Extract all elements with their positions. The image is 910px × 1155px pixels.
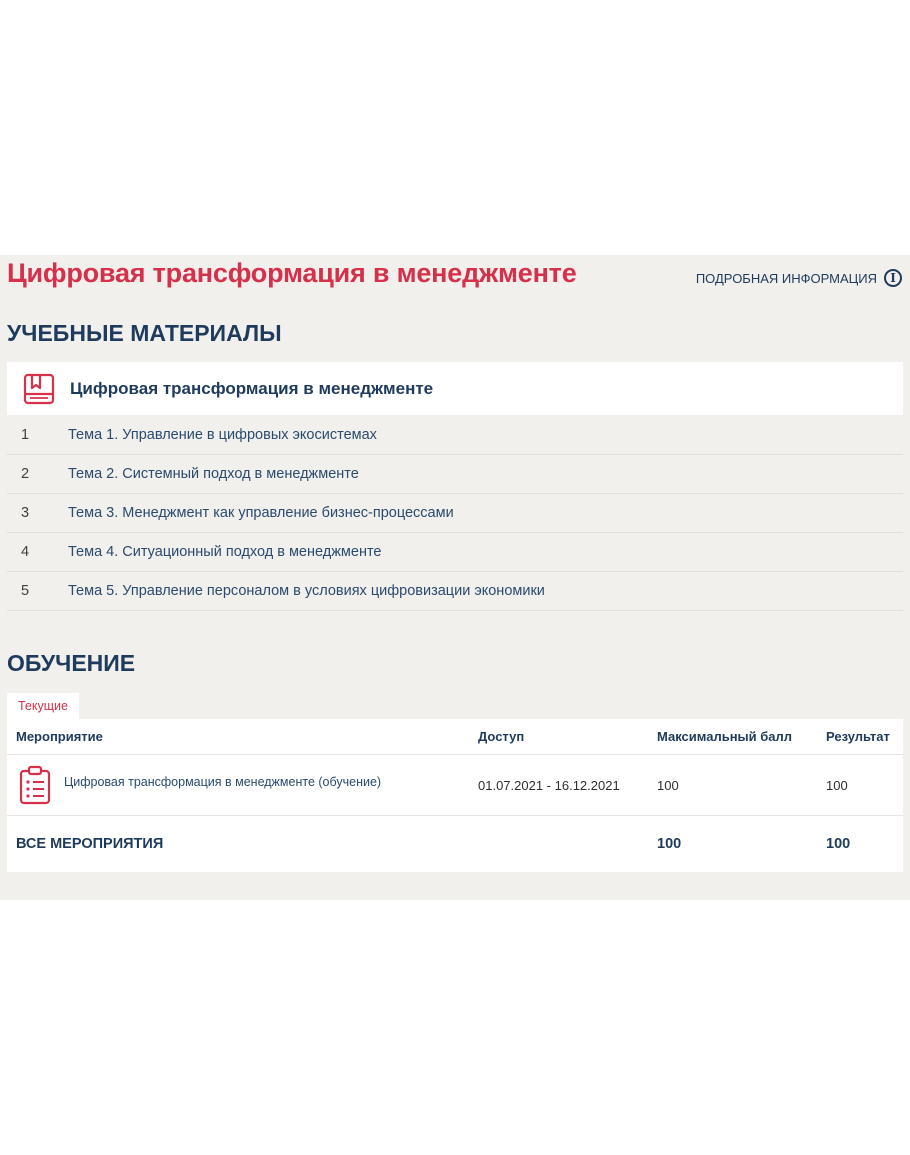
more-info-link[interactable] bbox=[696, 269, 902, 287]
topic-number: 4 bbox=[21, 544, 30, 560]
topic-number: 1 bbox=[21, 427, 30, 443]
topic-row[interactable] bbox=[7, 533, 903, 572]
topic-link[interactable]: Тема 5. Управление персоналом в условиях цифровизации экономики bbox=[68, 583, 545, 599]
event-result: 100 bbox=[826, 777, 848, 793]
table-row bbox=[7, 755, 903, 816]
material-card-title: Цифровая трансформация в менеджменте bbox=[70, 378, 434, 398]
topic-link[interactable]: Тема 2. Системный подход в менеджменте bbox=[68, 466, 359, 482]
topic-row[interactable] bbox=[7, 572, 903, 611]
topic-link[interactable]: Тема 3. Менеджмент как управление бизнес-процессами bbox=[68, 505, 454, 521]
clipboard-icon bbox=[18, 765, 52, 805]
materials-section-title: УЧЕБНЫЕ МАТЕРИАЛЫ bbox=[7, 320, 282, 346]
table-total-row bbox=[7, 816, 903, 872]
topic-number: 2 bbox=[21, 466, 30, 482]
tab-current[interactable]: Текущие bbox=[7, 693, 79, 719]
events-table bbox=[7, 719, 903, 872]
total-result: 100 bbox=[826, 836, 851, 852]
table-header bbox=[7, 719, 903, 755]
header-max-score: Максимальный балл bbox=[657, 729, 793, 744]
topic-list bbox=[7, 416, 903, 611]
event-link[interactable]: Цифровая трансформация в менеджменте (обучение) bbox=[64, 775, 382, 789]
book-icon bbox=[22, 372, 56, 406]
topic-row[interactable] bbox=[7, 494, 903, 533]
training-section-title: ОБУЧЕНИЕ bbox=[7, 650, 136, 676]
topic-row[interactable] bbox=[7, 416, 903, 455]
header-result: Результат bbox=[826, 729, 890, 744]
topic-number: 3 bbox=[21, 505, 30, 521]
header-access: Доступ bbox=[478, 729, 525, 744]
total-max-score: 100 bbox=[657, 836, 682, 852]
event-access: 01.07.2021 - 16.12.2021 bbox=[478, 777, 620, 793]
event-cell bbox=[7, 765, 478, 805]
topic-row[interactable] bbox=[7, 455, 903, 494]
topic-number: 5 bbox=[21, 583, 30, 599]
more-info-label: ПОДРОБНАЯ ИНФОРМАЦИЯ bbox=[695, 270, 877, 286]
total-label: ВСЕ МЕРОПРИЯТИЯ bbox=[16, 836, 164, 852]
topic-link[interactable]: Тема 4. Ситуационный подход в менеджменте bbox=[68, 544, 382, 560]
info-icon: I bbox=[884, 269, 902, 287]
header-event: Мероприятие bbox=[16, 729, 103, 744]
event-max-score: 100 bbox=[657, 777, 679, 793]
page-title: Цифровая трансформация в менеджменте bbox=[7, 258, 577, 288]
topic-link[interactable]: Тема 1. Управление в цифровых экосистемах bbox=[68, 427, 377, 443]
material-card[interactable] bbox=[7, 362, 903, 415]
